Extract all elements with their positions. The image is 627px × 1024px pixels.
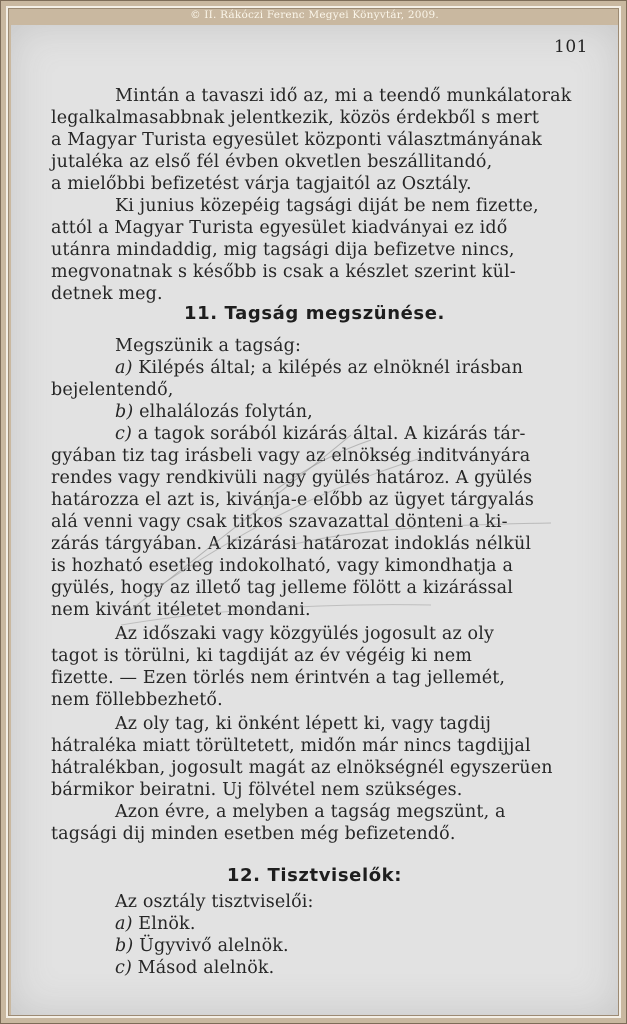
text-line: megvonatnak s később is csak a készlet szerint kül- bbox=[51, 262, 516, 282]
text-line: hátraléka miatt törültetett, midőn már nincs tagdijjal bbox=[51, 736, 531, 756]
text-line: gyülés, hogy az illető tag jelleme fölött a kizárással bbox=[51, 578, 513, 598]
text-line: jutaléka az első fél évben okvetlen beszállitandó, bbox=[51, 152, 493, 172]
item-marker: a) bbox=[115, 358, 133, 378]
text-line: is hozható esetleg indokolható, vagy kimondhatja a bbox=[51, 556, 514, 576]
item-text: Másod alelnök. bbox=[137, 958, 275, 978]
text-line: legalkalmasabbnak jelentkezik, közös érdekből s mert bbox=[51, 108, 539, 128]
text-line: Az oly tag, ki önként lépett ki, vagy tagdij bbox=[115, 714, 492, 734]
text-line: alá venni vagy csak titkos szavazattal dönteni a ki- bbox=[51, 512, 508, 532]
list-item bbox=[115, 913, 196, 935]
text-line: gyában tiz tag irásbeli vagy az elnökség inditványára bbox=[51, 446, 531, 466]
text-line: detnek meg. bbox=[51, 284, 163, 304]
text-line: hátralékban, jogosult magát az elnökségnél egyszerüen bbox=[51, 758, 553, 778]
text-line: Az időszaki vagy közgyülés jogosult az oly bbox=[115, 624, 495, 644]
text-line: utánra mindaddig, mig tagsági dija befizetve nincs, bbox=[51, 240, 515, 260]
item-text: Elnök. bbox=[138, 914, 196, 934]
item-marker: b) bbox=[115, 402, 134, 422]
text-line: bármikor beiratni. Uj fölvétel nem szükséges. bbox=[51, 780, 463, 800]
text-line: a Magyar Turista egyesület központi választmányának bbox=[51, 130, 543, 150]
item-marker: c) bbox=[115, 424, 132, 444]
item-text: Ügyvivő alelnök. bbox=[139, 936, 289, 956]
list-item bbox=[115, 957, 274, 979]
text-line: attól a Magyar Turista egyesület kiadványai ez idő bbox=[51, 218, 508, 238]
text-line: fizette. — Ezen törlés nem érintvén a tag jellemét, bbox=[51, 668, 506, 688]
list-item-c bbox=[115, 423, 526, 445]
text-line: a mielőbbi befizetést várja tagjaitól az Osztály. bbox=[51, 174, 472, 194]
text-line: tagsági dij minden esetben még befizetendő. bbox=[51, 824, 456, 844]
list-item-a bbox=[115, 357, 523, 379]
text-line: nem föllebbezhető. bbox=[51, 690, 223, 710]
copyright-watermark: © II. Rákóczi Ferenc Megyei Könyvtár, 2009. bbox=[190, 9, 439, 21]
item-marker: b) bbox=[115, 936, 134, 956]
text-line: rendes vagy rendkivüli nagy gyülés határoz. A gyülés bbox=[51, 468, 533, 488]
text-line: bejelentendő, bbox=[51, 380, 174, 400]
text-line: Megszünik a tagság: bbox=[115, 336, 302, 356]
list-item-b bbox=[115, 401, 313, 423]
text-line: Azon évre, a melyben a tagság megszünt, a bbox=[115, 802, 506, 822]
text-line: Mintán a tavaszi idő az, mi a teendő munkálatorak bbox=[115, 86, 572, 106]
text-line: nem kivánt itéletet mondani. bbox=[51, 600, 311, 620]
item-text: Kilépés által; a kilépés az elnöknél irásban bbox=[138, 358, 524, 378]
text-line: határozza el azt is, kivánja-e előbb az ügyet tárgyalás bbox=[51, 490, 535, 510]
item-text: a tagok sorából kizárás által. A kizárás tár- bbox=[137, 424, 526, 444]
list-item bbox=[115, 935, 289, 957]
section-heading-12: 12. Tisztviselők: bbox=[226, 865, 403, 886]
text-line: Ki junius közepéig tagsági diját be nem fizette, bbox=[115, 196, 539, 216]
book-page bbox=[11, 25, 618, 1015]
item-marker: c) bbox=[115, 958, 132, 978]
page-number: 101 bbox=[554, 37, 588, 57]
text-line: zárás tárgyában. A kizárási határozat indoklás nélkül bbox=[51, 534, 532, 554]
section-heading-11: 11. Tagság megszünése. bbox=[184, 303, 445, 324]
text-line: tagot is törülni, ki tagdiját az év végéig ki nem bbox=[51, 646, 472, 666]
text-line: Az osztály tisztviselői: bbox=[115, 892, 314, 912]
item-text: elhalálozás folytán, bbox=[139, 402, 313, 422]
item-marker: a) bbox=[115, 914, 133, 934]
